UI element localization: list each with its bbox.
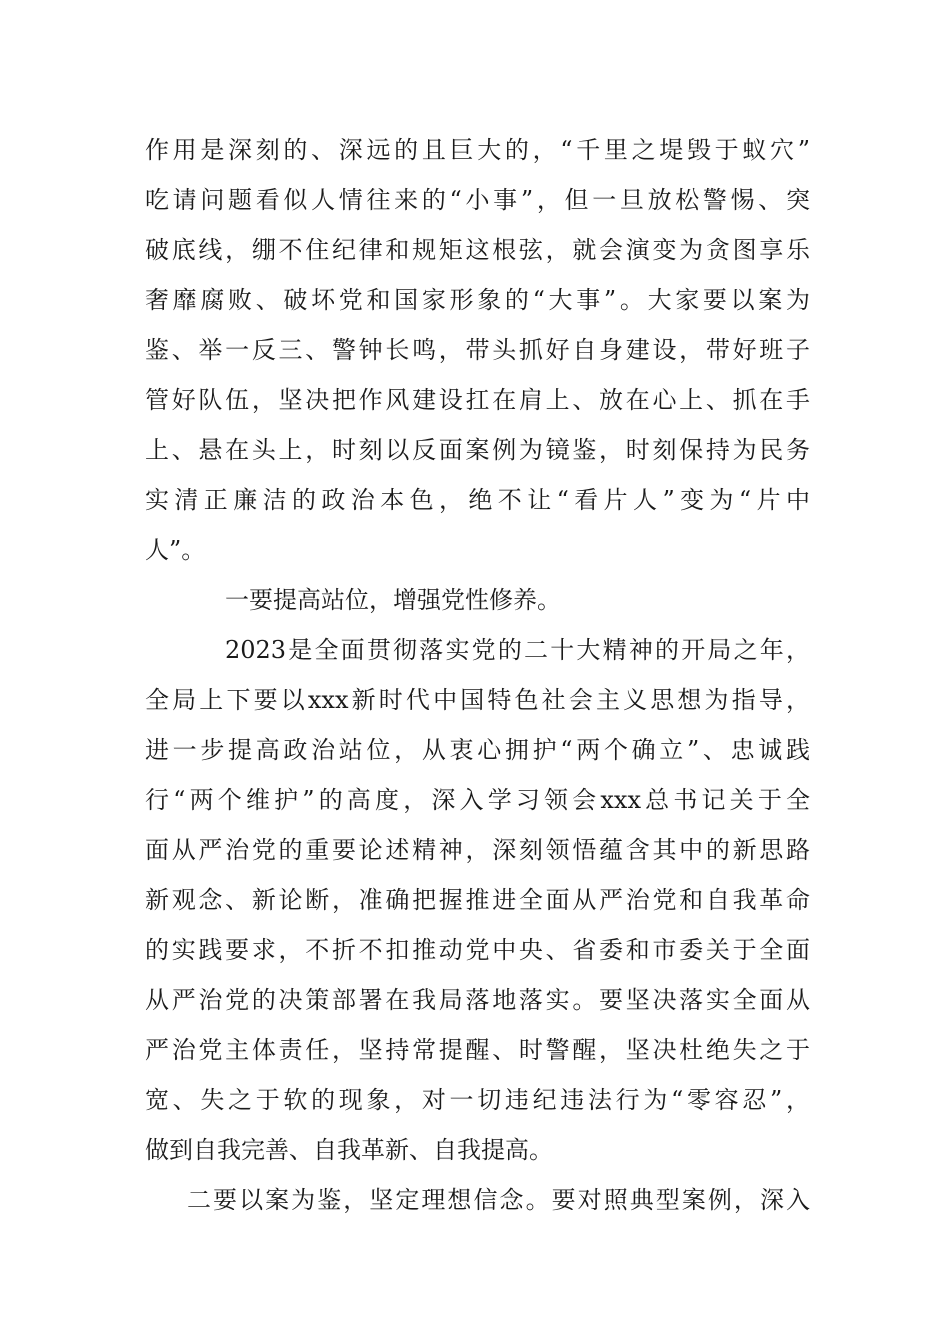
paragraph-line: 管好队伍，坚决把作风建设扛在肩上、放在心上、抓在手 — [145, 386, 810, 414]
paragraph-line: 全局上下要以xxx新时代中国特色社会主义思想为指导， — [145, 686, 810, 714]
paragraph-line: 行“两个维护”的高度，深入学习领会xxx总书记关于全 — [145, 786, 810, 814]
paragraph-line: 宽、失之于软的现象，对一切违纪违法行为“零容忍”， — [145, 1086, 810, 1114]
paragraph-line: 从严治党的决策部署在我局落地落实。要坚决落实全面从 — [145, 986, 810, 1014]
paragraph-line: 鉴、举一反三、警钟长鸣，带头抓好自身建设，带好班子 — [145, 336, 810, 364]
paragraph-line: 作用是深刻的、深远的且巨大的，“千里之堤毁于蚁穴” — [145, 136, 810, 164]
paragraph-line: 进一步提高政治站位，从衷心拥护“两个确立”、忠诚践 — [145, 736, 810, 764]
paragraph-line: 破底线，绷不住纪律和规矩这根弦，就会演变为贪图享乐 — [145, 236, 810, 264]
paragraph-line: 二要以案为鉴，坚定理想信念。要对照典型案例，深入 — [187, 1186, 810, 1214]
paragraph-line: 吃请问题看似人情往来的“小事”，但一旦放松警惕、突 — [145, 186, 810, 214]
paragraph-2 — [145, 625, 810, 1175]
paragraph-line: 人”。 — [145, 536, 206, 564]
paragraph-3 — [145, 1175, 810, 1225]
paragraph-line: 的实践要求，不折不扣推动党中央、省委和市委关于全面 — [145, 936, 810, 964]
paragraph-line: 面从严治党的重要论述精神，深刻领悟蕴含其中的新思路 — [145, 836, 810, 864]
paragraph-line: 实清正廉洁的政治本色，绝不让“看片人”变为“片中 — [145, 486, 810, 514]
document-body — [145, 125, 810, 1225]
paragraph-line: 奢靡腐败、破坏党和国家形象的“大事”。大家要以案为 — [145, 286, 810, 314]
paragraph-line: 新观念、新论断，准确把握推进全面从严治党和自我革命 — [145, 886, 810, 914]
section-heading-1: 一要提高站位，增强党性修养。 — [225, 586, 561, 614]
paragraph-line: 做到自我完善、自我革新、自我提高。 — [145, 1136, 553, 1164]
paragraph-line: 严治党主体责任，坚持常提醒、时警醒，坚决杜绝失之于 — [145, 1036, 810, 1064]
paragraph-line: 上、悬在头上，时刻以反面案例为镜鉴，时刻保持为民务 — [145, 436, 810, 464]
paragraph-1 — [145, 125, 810, 575]
paragraph-line: 2023是全面贯彻落实党的二十大精神的开局之年， — [225, 636, 810, 664]
